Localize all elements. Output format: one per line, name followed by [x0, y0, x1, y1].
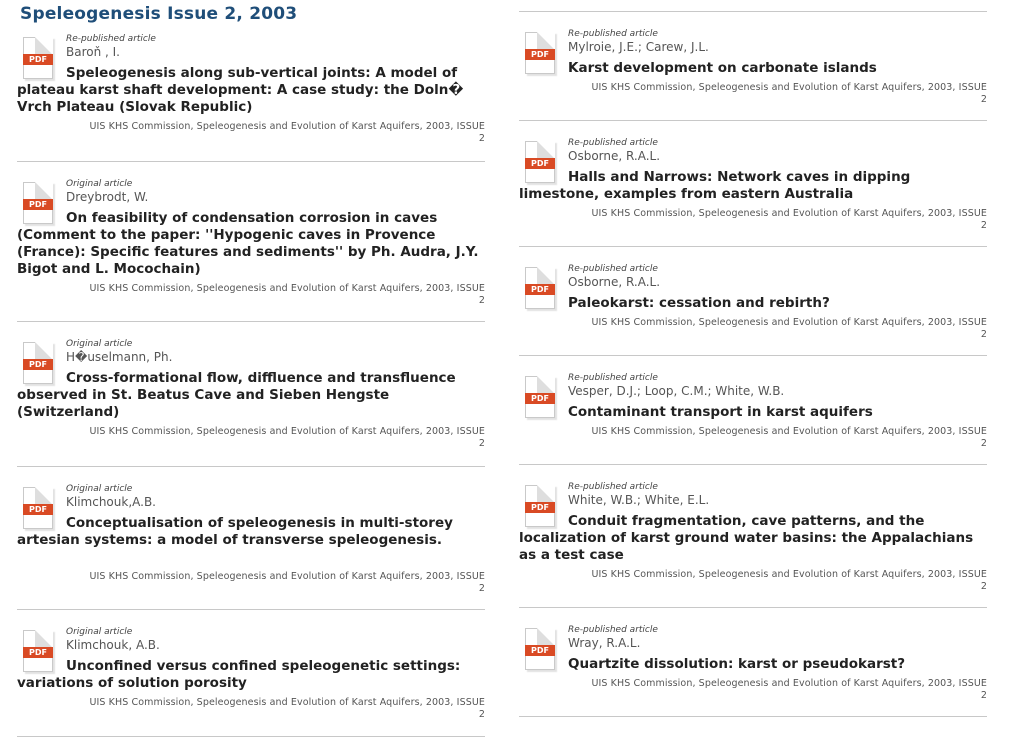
article-source	[519, 317, 987, 341]
article-source	[519, 678, 987, 702]
article-title-link[interactable]: Halls and Narrows: Network caves in dipping limestone, examples from eastern Australia	[519, 169, 911, 202]
article-authors: Baroň , I.	[66, 45, 120, 59]
pdf-icon-label: PDF	[525, 393, 555, 404]
article-authors: Mylroie, J.E.; Carew, J.L.	[568, 40, 709, 54]
source-text: UIS KHS Commission, Speleogenesis and Evolution of Karst Aquifers, 2003, ISSUE	[591, 569, 987, 580]
article-source	[519, 82, 987, 106]
pdf-icon-label: PDF	[525, 158, 555, 169]
article-type: Re-published article	[568, 482, 658, 492]
pdf-icon-label: PDF	[525, 284, 555, 295]
source-issue: 2	[478, 709, 485, 720]
source-text: UIS KHS Commission, Speleogenesis and Evolution of Karst Aquifers, 2003, ISSUE	[591, 317, 987, 328]
source-issue: 2	[980, 438, 987, 449]
source-issue: 2	[478, 295, 485, 306]
article-type: Re-published article	[568, 138, 658, 148]
article-entry	[519, 625, 987, 717]
source-issue: 2	[478, 133, 485, 144]
page-title: Speleogenesis Issue 2, 2003	[20, 4, 298, 24]
article-type: Re-published article	[568, 373, 658, 383]
article-entry	[519, 482, 987, 608]
article-source	[17, 697, 485, 721]
article-authors: Dreybrodt, W.	[66, 190, 149, 204]
pdf-icon-label: PDF	[525, 645, 555, 656]
source-issue: 2	[478, 438, 485, 449]
article-title-link[interactable]: Contaminant transport in karst aquifers	[568, 404, 873, 420]
article-entry	[17, 34, 485, 162]
article-authors: Osborne, R.A.L.	[568, 275, 661, 289]
pdf-icon-label: PDF	[23, 647, 53, 658]
article-type: Re-published article	[568, 29, 658, 39]
article-source	[17, 571, 485, 595]
source-text: UIS KHS Commission, Speleogenesis and Evolution of Karst Aquifers, 2003, ISSUE	[591, 208, 987, 219]
article-entry	[519, 373, 987, 465]
article-title-link[interactable]: Speleogenesis along sub-vertical joints: A model of plateau karst shaft development: A case study: the Doln� Vrch Plateau (Slovak Republic)	[17, 65, 464, 115]
article-entry	[17, 484, 485, 610]
source-text: UIS KHS Commission, Speleogenesis and Evolution of Karst Aquifers, 2003, ISSUE	[89, 121, 485, 132]
article-title-link[interactable]: Paleokarst: cessation and rebirth?	[568, 295, 830, 311]
article-title-link[interactable]: Conduit fragmentation, cave patterns, and the localization of karst ground water basins: the Appalachians as a test case	[519, 513, 974, 563]
pdf-icon-label: PDF	[23, 54, 53, 65]
pdf-icon-label: PDF	[23, 199, 53, 210]
article-source	[519, 426, 987, 450]
article-authors: Klimchouk,A.B.	[66, 495, 156, 509]
source-text: UIS KHS Commission, Speleogenesis and Evolution of Karst Aquifers, 2003, ISSUE	[89, 426, 485, 437]
article-source	[519, 208, 987, 232]
article-title-link[interactable]: Cross-formational flow, diffluence and transfluence observed in St. Beatus Cave and Sieben Hengste (Switzerland)	[17, 370, 456, 420]
article-authors: Vesper, D.J.; Loop, C.M.; White, W.B.	[568, 384, 785, 398]
source-issue: 2	[980, 581, 987, 592]
source-text: UIS KHS Commission, Speleogenesis and Evolution of Karst Aquifers, 2003, ISSUE	[89, 283, 485, 294]
article-source	[17, 283, 485, 307]
divider	[519, 11, 987, 12]
article-entry	[519, 29, 987, 121]
article-type: Original article	[66, 484, 133, 494]
article-type: Re-published article	[568, 264, 658, 274]
article-authors: Osborne, R.A.L.	[568, 149, 661, 163]
article-entry	[519, 264, 987, 356]
article-source	[17, 426, 485, 450]
article-entry	[17, 339, 485, 467]
article-title-link[interactable]: Conceptualisation of speleogenesis in multi-storey artesian systems: a model of transverse speleogenesis.	[17, 515, 453, 548]
article-title-link[interactable]: Karst development on carbonate islands	[568, 60, 877, 76]
article-authors: H�uselmann, Ph.	[66, 350, 173, 364]
source-issue: 2	[980, 220, 987, 231]
pdf-icon-label: PDF	[23, 504, 53, 515]
article-title-link[interactable]: Quartzite dissolution: karst or pseudokarst?	[568, 656, 906, 672]
article-type: Re-published article	[66, 34, 156, 44]
source-text: UIS KHS Commission, Speleogenesis and Evolution of Karst Aquifers, 2003, ISSUE	[591, 426, 987, 437]
article-authors: White, W.B.; White, E.L.	[568, 493, 710, 507]
article-entry	[17, 627, 485, 737]
article-entry	[519, 138, 987, 247]
article-type: Re-published article	[568, 625, 658, 635]
pdf-icon-label: PDF	[23, 359, 53, 370]
article-authors: Klimchouk, A.B.	[66, 638, 160, 652]
source-issue: 2	[980, 94, 987, 105]
article-entry	[17, 179, 485, 322]
source-issue: 2	[980, 690, 987, 701]
source-issue: 2	[478, 583, 485, 594]
article-type: Original article	[66, 339, 133, 349]
source-text: UIS KHS Commission, Speleogenesis and Evolution of Karst Aquifers, 2003, ISSUE	[89, 697, 485, 708]
source-issue: 2	[980, 329, 987, 340]
article-source	[519, 569, 987, 593]
source-text: UIS KHS Commission, Speleogenesis and Evolution of Karst Aquifers, 2003, ISSUE	[89, 571, 485, 582]
article-title-link[interactable]: On feasibility of condensation corrosion in caves (Comment to the paper: ''Hypogenic caves in Provence (France): Specific features and sediments'' by Ph. Audra, J.Y. Bigot and L. Mocochain)	[17, 210, 479, 277]
article-type: Original article	[66, 627, 133, 637]
article-title-link[interactable]: Unconfined versus confined speleogenetic settings: variations of solution porosity	[17, 658, 461, 691]
source-text: UIS KHS Commission, Speleogenesis and Evolution of Karst Aquifers, 2003, ISSUE	[591, 82, 987, 93]
article-source	[17, 121, 485, 145]
article-type: Original article	[66, 179, 133, 189]
pdf-icon-label: PDF	[525, 502, 555, 513]
article-authors: Wray, R.A.L.	[568, 636, 641, 650]
pdf-icon-label: PDF	[525, 49, 555, 60]
source-text: UIS KHS Commission, Speleogenesis and Evolution of Karst Aquifers, 2003, ISSUE	[591, 678, 987, 689]
